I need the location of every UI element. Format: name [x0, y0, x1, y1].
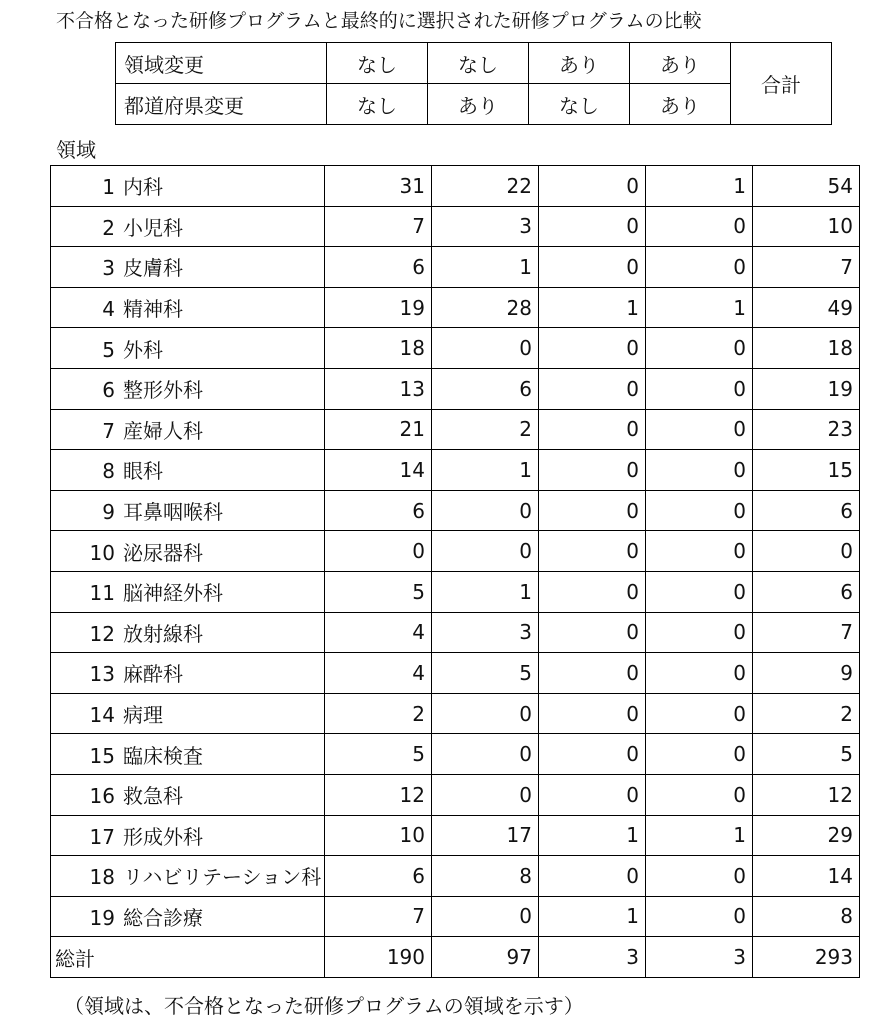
domain-index: 15 — [89, 743, 115, 768]
value-cell: 0 — [646, 247, 753, 288]
table-row — [51, 206, 860, 247]
domain-index: 12 — [89, 621, 115, 646]
header-cell: あり — [529, 43, 630, 84]
domain-name: 形成外科 — [123, 824, 203, 849]
value-cell: 7 — [325, 206, 432, 247]
table-row — [51, 693, 860, 734]
data-table — [50, 165, 860, 978]
domain-name-cell — [51, 653, 325, 694]
domain-index: 11 — [89, 581, 115, 606]
table-row — [51, 490, 860, 531]
header-row-prefecture-change — [116, 84, 832, 125]
value-cell: 0 — [646, 896, 753, 937]
domain-index: 4 — [102, 297, 115, 322]
table-row — [51, 571, 860, 612]
grand-total-cell: 3 — [646, 937, 753, 978]
table-row — [51, 815, 860, 856]
value-cell: 0 — [539, 490, 646, 531]
value-cell: 0 — [432, 896, 539, 937]
value-cell: 14 — [753, 856, 860, 897]
value-cell: 3 — [432, 206, 539, 247]
value-cell: 0 — [646, 653, 753, 694]
domain-name-cell — [51, 734, 325, 775]
domain-name: 臨床検査 — [123, 743, 203, 768]
value-cell: 6 — [753, 571, 860, 612]
domain-index: 13 — [89, 662, 115, 687]
domain-name-cell — [51, 856, 325, 897]
value-cell: 15 — [753, 450, 860, 491]
domain-name-cell — [51, 450, 325, 491]
value-cell: 1 — [646, 815, 753, 856]
value-cell: 10 — [325, 815, 432, 856]
value-cell: 0 — [539, 409, 646, 450]
value-cell: 4 — [325, 653, 432, 694]
data-table-body — [51, 166, 860, 978]
header-cell: あり — [428, 84, 529, 125]
value-cell: 0 — [539, 774, 646, 815]
value-cell: 1 — [646, 287, 753, 328]
grand-total-cell: 3 — [539, 937, 646, 978]
value-cell: 1 — [432, 450, 539, 491]
domain-name-cell — [51, 693, 325, 734]
value-cell: 0 — [432, 490, 539, 531]
value-cell: 1 — [646, 166, 753, 207]
table-row — [51, 450, 860, 491]
value-cell: 12 — [325, 774, 432, 815]
domain-name: 耳鼻咽喉科 — [123, 500, 223, 525]
table-row — [51, 612, 860, 653]
value-cell: 0 — [539, 653, 646, 694]
value-cell: 0 — [646, 531, 753, 572]
value-cell: 0 — [539, 571, 646, 612]
page-title: 不合格となった研修プログラムと最終的に選択された研修プログラムの比較 — [56, 10, 702, 32]
header-cell: なし — [327, 84, 428, 125]
domain-index: 10 — [89, 540, 115, 565]
domain-index: 2 — [102, 215, 115, 240]
domain-name-cell — [51, 287, 325, 328]
value-cell: 0 — [646, 328, 753, 369]
value-cell: 0 — [646, 450, 753, 491]
domain-index: 14 — [89, 703, 115, 728]
value-cell: 23 — [753, 409, 860, 450]
domain-name: 眼科 — [123, 459, 163, 484]
grand-total-cell: 97 — [432, 937, 539, 978]
value-cell: 7 — [753, 247, 860, 288]
value-cell: 0 — [539, 734, 646, 775]
domain-index: 6 — [102, 378, 115, 403]
domain-index: 3 — [102, 256, 115, 281]
domain-label: 領域 — [56, 138, 96, 162]
value-cell: 6 — [325, 856, 432, 897]
value-cell: 0 — [432, 774, 539, 815]
value-cell: 0 — [432, 734, 539, 775]
value-cell: 12 — [753, 774, 860, 815]
value-cell: 0 — [646, 368, 753, 409]
value-cell: 0 — [432, 531, 539, 572]
value-cell: 54 — [753, 166, 860, 207]
value-cell: 0 — [539, 206, 646, 247]
value-cell: 1 — [432, 571, 539, 612]
domain-index: 18 — [89, 865, 115, 890]
value-cell: 0 — [539, 450, 646, 491]
value-cell: 1 — [432, 247, 539, 288]
value-cell: 7 — [325, 896, 432, 937]
grand-total-cell: 293 — [753, 937, 860, 978]
domain-index: 8 — [102, 459, 115, 484]
value-cell: 1 — [539, 815, 646, 856]
domain-name: 脳神経外科 — [123, 581, 223, 606]
header-label-prefecture-change: 都道府県変更 — [116, 84, 327, 125]
domain-name: 病理 — [123, 703, 163, 728]
table-row — [51, 328, 860, 369]
domain-name-cell — [51, 531, 325, 572]
value-cell: 19 — [325, 287, 432, 328]
domain-name-cell — [51, 612, 325, 653]
value-cell: 1 — [539, 896, 646, 937]
domain-index: 9 — [102, 500, 115, 525]
value-cell: 0 — [539, 368, 646, 409]
grand-total-cell: 190 — [325, 937, 432, 978]
value-cell: 8 — [432, 856, 539, 897]
value-cell: 0 — [325, 531, 432, 572]
value-cell: 10 — [753, 206, 860, 247]
value-cell: 21 — [325, 409, 432, 450]
value-cell: 0 — [539, 247, 646, 288]
header-cell: あり — [630, 84, 731, 125]
value-cell: 2 — [432, 409, 539, 450]
value-cell: 18 — [753, 328, 860, 369]
value-cell: 6 — [432, 368, 539, 409]
value-cell: 0 — [539, 328, 646, 369]
table-row — [51, 531, 860, 572]
domain-index: 16 — [89, 784, 115, 809]
value-cell: 1 — [539, 287, 646, 328]
value-cell: 2 — [753, 693, 860, 734]
value-cell: 0 — [646, 612, 753, 653]
value-cell: 0 — [539, 531, 646, 572]
domain-name-cell — [51, 166, 325, 207]
domain-name-cell — [51, 896, 325, 937]
value-cell: 31 — [325, 166, 432, 207]
table-row — [51, 774, 860, 815]
value-cell: 6 — [325, 247, 432, 288]
value-cell: 5 — [753, 734, 860, 775]
header-cell: なし — [327, 43, 428, 84]
value-cell: 0 — [646, 693, 753, 734]
value-cell: 49 — [753, 287, 860, 328]
domain-name: 救急科 — [123, 784, 183, 809]
table-row — [51, 734, 860, 775]
value-cell: 6 — [325, 490, 432, 531]
domain-name: 外科 — [123, 337, 163, 362]
domain-name: 内科 — [123, 175, 163, 200]
domain-name-cell — [51, 815, 325, 856]
domain-name-cell — [51, 206, 325, 247]
domain-name-cell — [51, 571, 325, 612]
header-cell: なし — [529, 84, 630, 125]
domain-name: リハビリテーション科 — [123, 865, 322, 890]
domain-name: 皮膚科 — [123, 256, 183, 281]
table-row — [51, 856, 860, 897]
value-cell: 0 — [646, 490, 753, 531]
domain-name-cell — [51, 774, 325, 815]
domain-name: 泌尿器科 — [123, 540, 203, 565]
value-cell: 0 — [646, 856, 753, 897]
domain-index: 19 — [89, 905, 115, 930]
domain-name: 総合診療 — [123, 905, 203, 930]
domain-name-cell — [51, 368, 325, 409]
value-cell: 3 — [432, 612, 539, 653]
value-cell: 5 — [432, 653, 539, 694]
value-cell: 0 — [646, 206, 753, 247]
value-cell: 0 — [539, 693, 646, 734]
value-cell: 6 — [753, 490, 860, 531]
value-cell: 8 — [753, 896, 860, 937]
table-row — [51, 247, 860, 288]
value-cell: 0 — [646, 571, 753, 612]
domain-name: 産婦人科 — [123, 418, 203, 443]
header-table — [115, 42, 832, 125]
table-row — [51, 166, 860, 207]
domain-index: 17 — [89, 824, 115, 849]
table-row — [51, 368, 860, 409]
header-cell: あり — [630, 43, 731, 84]
value-cell: 5 — [325, 571, 432, 612]
domain-index: 5 — [102, 337, 115, 362]
domain-name: 精神科 — [123, 297, 183, 322]
value-cell: 22 — [432, 166, 539, 207]
header-cell: なし — [428, 43, 529, 84]
value-cell: 19 — [753, 368, 860, 409]
value-cell: 14 — [325, 450, 432, 491]
value-cell: 13 — [325, 368, 432, 409]
header-row-domain-change — [116, 43, 832, 84]
table-row — [51, 653, 860, 694]
value-cell: 9 — [753, 653, 860, 694]
table-row — [51, 287, 860, 328]
header-label-domain-change: 領域変更 — [116, 43, 327, 84]
domain-name: 放射線科 — [123, 621, 203, 646]
value-cell: 0 — [646, 734, 753, 775]
value-cell: 0 — [646, 409, 753, 450]
value-cell: 0 — [753, 531, 860, 572]
value-cell: 7 — [753, 612, 860, 653]
value-cell: 4 — [325, 612, 432, 653]
domain-name-cell — [51, 247, 325, 288]
value-cell: 18 — [325, 328, 432, 369]
domain-name: 麻酔科 — [123, 662, 183, 687]
value-cell: 0 — [646, 774, 753, 815]
table-row — [51, 896, 860, 937]
domain-name-cell — [51, 490, 325, 531]
grand-total-row — [51, 937, 860, 978]
domain-name: 小児科 — [123, 215, 183, 240]
value-cell: 0 — [432, 328, 539, 369]
footnote: （領域は、不合格となった研修プログラムの領域を示す） — [64, 994, 584, 1018]
value-cell: 0 — [539, 856, 646, 897]
grand-total-label: 総計 — [51, 937, 325, 978]
value-cell: 28 — [432, 287, 539, 328]
value-cell: 17 — [432, 815, 539, 856]
domain-name: 整形外科 — [123, 378, 203, 403]
domain-index: 1 — [102, 175, 115, 200]
domain-name-cell — [51, 328, 325, 369]
value-cell: 29 — [753, 815, 860, 856]
value-cell: 0 — [432, 693, 539, 734]
domain-name-cell — [51, 409, 325, 450]
value-cell: 5 — [325, 734, 432, 775]
value-cell: 0 — [539, 166, 646, 207]
value-cell: 2 — [325, 693, 432, 734]
value-cell: 0 — [539, 612, 646, 653]
table-row — [51, 409, 860, 450]
domain-index: 7 — [102, 418, 115, 443]
header-total-label: 合計 — [731, 43, 832, 125]
